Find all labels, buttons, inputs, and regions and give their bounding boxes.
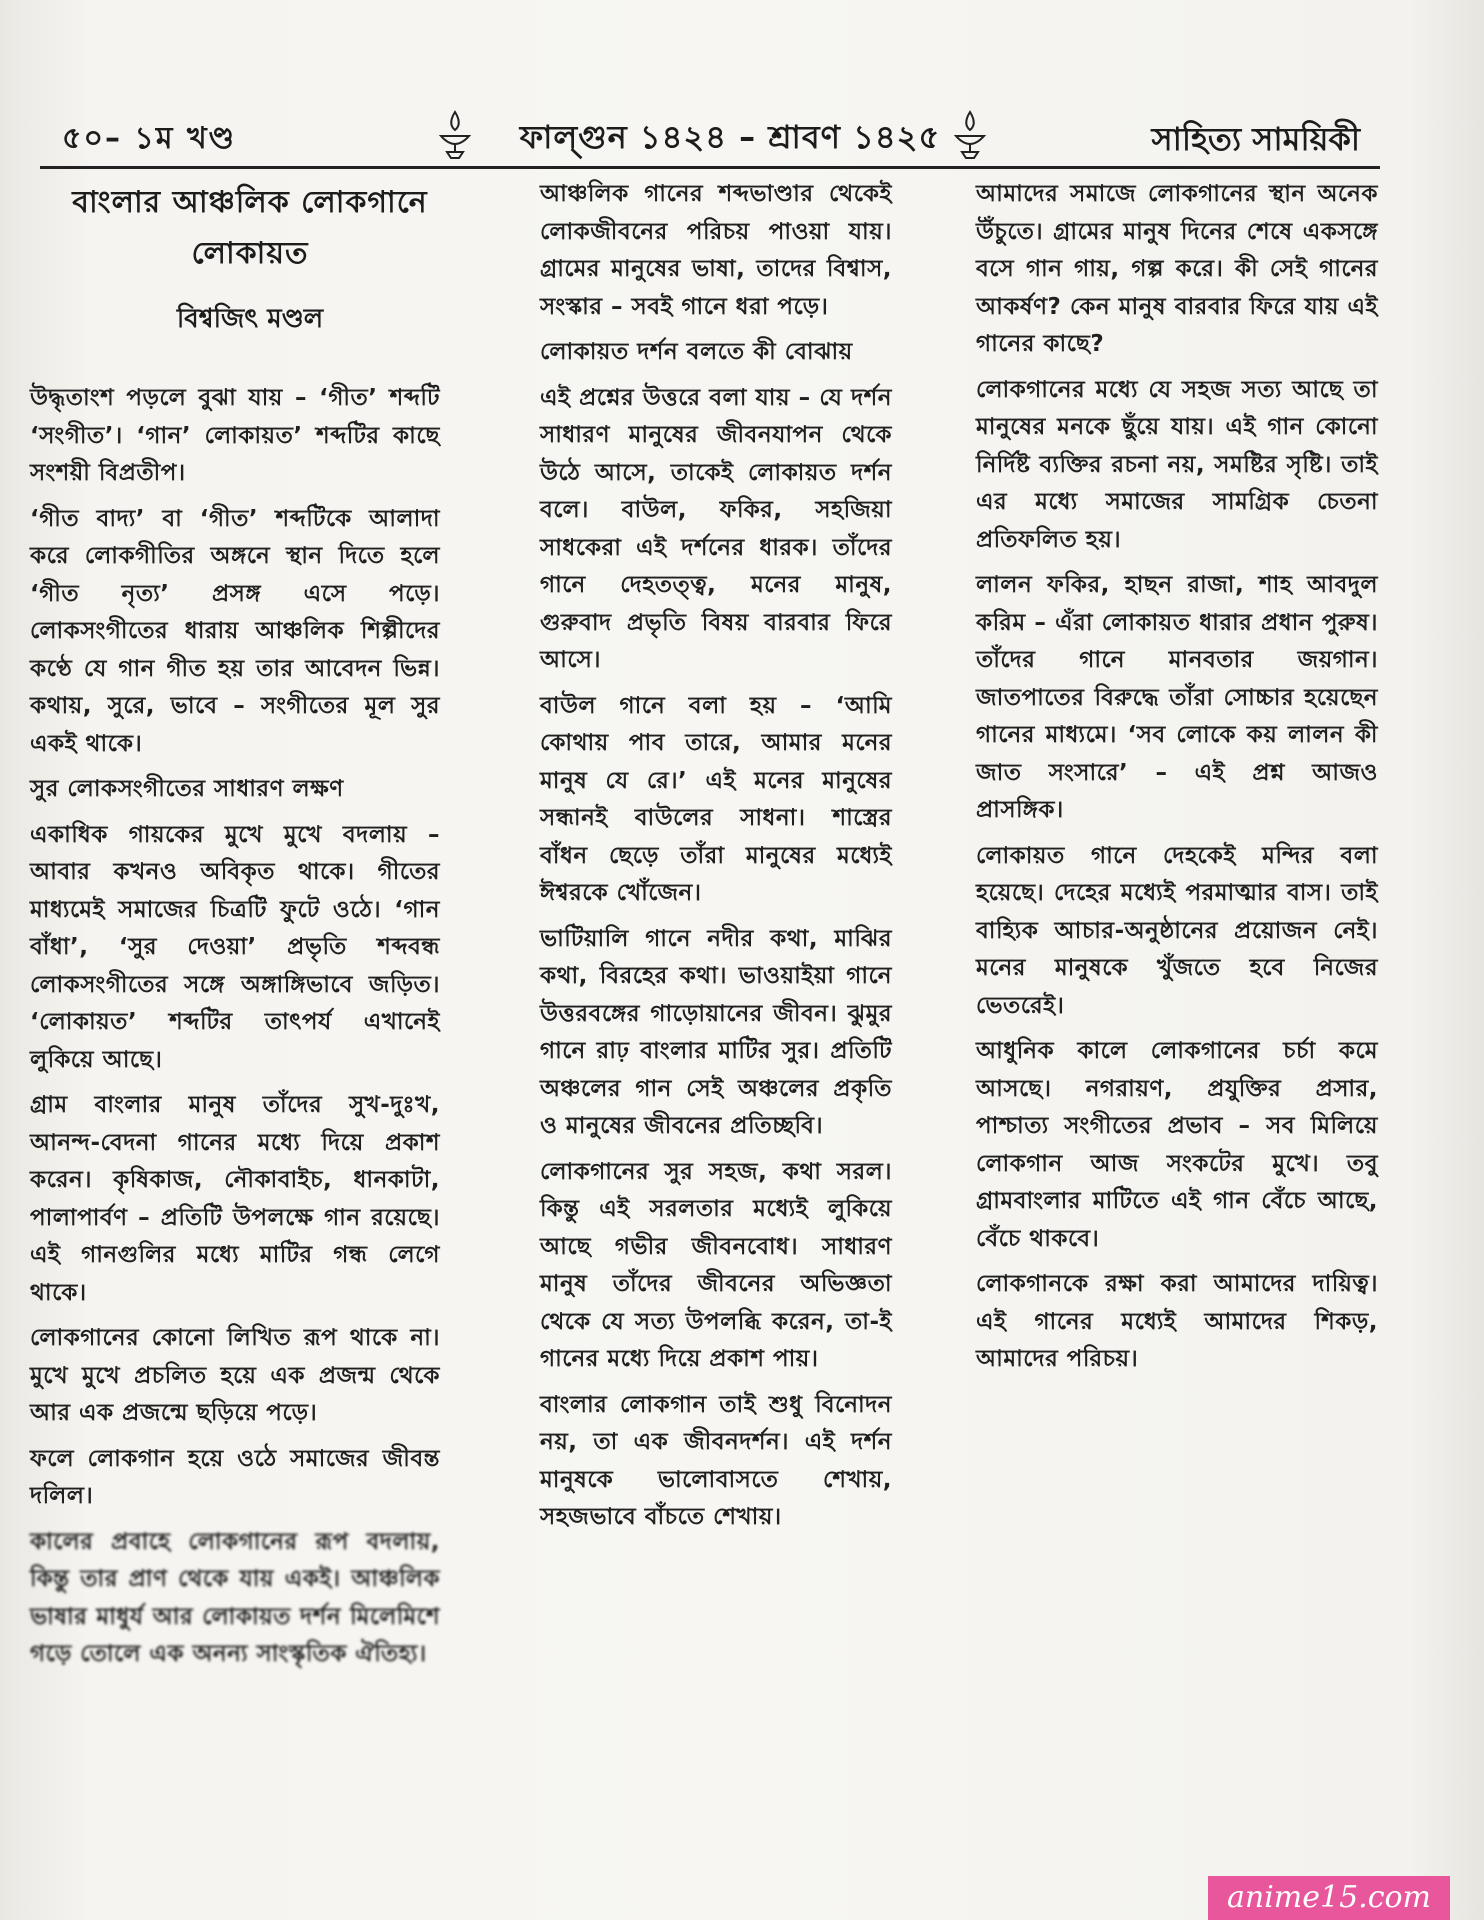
paragraph: লালন ফকির, হাছন রাজা, শাহ আবদুল করিম – এঁরা লোকায়ত ধারার প্রধান পুরুষ। তাঁদের গানে মানবতার জয়গান। জাতপাতের বিরুদ্ধে তাঁরা সোচ্চার হয়েছেন গানের মাধ্যমে। ‘সব লোকে কয় লালন কী জাত সংসারে’ – এই প্রশ্ন আজও প্রাসঙ্গিক। bbox=[976, 572, 1387, 823]
paragraph: গ্রাম বাংলার মানুষ তাঁদের সুখ-দুঃখ, আনন্দ-বেদনা গানের মধ্যে দিয়ে প্রকাশ করেন। কৃষিকাজ, নৌকাবাইচ, ধানকাটা, পালাপার্বণ – প্রতিটি উপলক্ষে গান রয়েছে। এই গানগুলির মধ্যে মাটির গন্ধ লেগে থাকে। bbox=[30, 1092, 449, 1306]
text-column-left bbox=[30, 380, 449, 1682]
paragraph: লোকগানের কোনো লিখিত রূপ থাকে না। মুখে মুখে প্রচলিত হয়ে এক প্রজন্ম থেকে আর এক প্রজন্মে ছড়িয়ে পড়ে। bbox=[30, 1325, 449, 1426]
paragraph: সুর লোকসংগীতের সাধারণ লক্ষণ bbox=[30, 776, 344, 802]
running-header bbox=[40, 108, 1380, 169]
header-page-number: ৫০– ১ম খণ্ড bbox=[62, 121, 237, 156]
paragraph: উদ্ধৃতাংশ পড়লে বুঝা যায় – ‘গীত’ শব্দটি ‘সংগীত’। ‘গান’ লোকায়ত’ শব্দটির কাছে সংশয়ী বিপ্রতীপ। bbox=[30, 385, 449, 486]
header-publication-name: সাহিত্য সাময়িকী bbox=[1151, 120, 1360, 158]
paragraph: কালের প্রবাহে লোকগানের রূপ বদলায়, কিন্তু তার প্রাণ থেকে যায় একই। আঞ্চলিক ভাষার মাধুর্য আর লোকায়ত দর্শন মিলেমিশে গড়ে তোলে এক অনন্য সাংস্কৃতিক ঐতিহ্য। bbox=[30, 1528, 449, 1667]
paragraph: লোকগানের সুর সহজ, কথা সরল। কিন্তু এই সরলতার মধ্যেই লুকিয়ে আছে গভীর জীবনবোধ। সাধারণ মানুষ তাঁদের জীবনের অভিজ্ঞতা থেকে যে সত্য উপলব্ধি করেন, তা-ই গানের মধ্যে দিয়ে প্রকাশ পায়। bbox=[540, 1158, 901, 1372]
paragraph: ভাটিয়ালি গানে নদীর কথা, মাঝির কথা, বিরহের কথা। ভাওয়াইয়া গানে উত্তরবঙ্গের গাড়োয়ানের জীবন। ঝুমুর গানে রাঢ় বাংলার মাটির সুর। প্রতিটি অঞ্চলের গান সেই অঞ্চলের প্রকৃতি ও মানুষের জীবনের প্রতিচ্ছবি। bbox=[540, 925, 901, 1139]
paragraph: একাধিক গায়কের মুখে মুখে বদলায় – আবার কখনও অবিকৃত থাকে। গীতের মাধ্যমেই সমাজের চিত্রটি ফুটে ওঠে। ‘গান বাঁধা’, ‘সুর দেওয়া’ প্রভৃতি শব্দবন্ধ লোকসংগীতের সঙ্গে অঙ্গাঙ্গিভাবে জড়িত। ‘লোকায়ত’ শব্দটির তাৎপর্য এখানেই লুকিয়ে আছে। bbox=[30, 821, 449, 1073]
paragraph: আঞ্চলিক গানের শব্দভাণ্ডার থেকেই লোকজীবনের পরিচয় পাওয়া যায়। গ্রামের মানুষের ভাষা, তাদের বিশ্বাস, সংস্কার – সবই গানে ধরা পড়ে। bbox=[540, 181, 901, 320]
paragraph: লোকগানের মধ্যে যে সহজ সত্য আছে তা মানুষের মনকে ছুঁয়ে যায়। এই গান কোনো নির্দিষ্ট ব্যক্তির রচনা নয়, সমষ্টির সৃষ্টি। তাই এর মধ্যে সমাজের সামগ্রিক চেতনা প্রতিফলিত হয়। bbox=[976, 376, 1387, 553]
paragraph: ‘গীত বাদ্য’ বা ‘গীত’ শব্দটিকে আলাদা করে লোকগীতির অঙ্গনে স্থান দিতে হলে ‘গীত নৃত্য’ প্রসঙ্গ এসে পড়ে। লোকসংগীতের ধারায় আঞ্চলিক শিল্পীদের কণ্ঠে যে গান গীত হয় তার আবেদন ভিন্ন। কথায়, সুরে, ভাবে – সংগীতের মূল সুর একই থাকে। bbox=[30, 505, 449, 757]
paragraph: লোকগানকে রক্ষা করা আমাদের দায়িত্ব। এই গানের মধ্যেই আমাদের শিকড়, আমাদের পরিচয়। bbox=[976, 1271, 1387, 1372]
site-watermark: anime15.com bbox=[1208, 1876, 1450, 1920]
paragraph: লোকায়ত দর্শন বলতে কী বোঝায় bbox=[540, 339, 853, 365]
paragraph: আধুনিক কালে লোকগানের চর্চা কমে আসছে। নগরায়ণ, প্রযুক্তির প্রসার, পাশ্চাত্য সংগীতের প্রভাব – সব মিলিয়ে লোকগান আজ সংকটের মুখে। তবু গ্রামবাংলার মাটিতে এই গান বেঁচে আছে, বেঁচে থাকবে। bbox=[976, 1038, 1387, 1252]
paragraph: আমাদের সমাজে লোকগানের স্থান অনেক উঁচুতে। গ্রামের মানুষ দিনের শেষে একসঙ্গে বসে গান গায়, গল্প করে। কী সেই গানের আকর্ষণ? কেন মানুষ বারবার ফিরে যায় এই গানের কাছে? bbox=[976, 181, 1387, 357]
text-column-right bbox=[976, 176, 1387, 1387]
paragraph: বাউল গানে বলা হয় – ‘আমি কোথায় পাব তারে, আমার মনের মানুষ যে রে।’ এই মনের মানুষের সন্ধানই বাউলের সাধনা। শাস্ত্রের বাঁধন ছেড়ে তাঁরা মানুষের মধ্যেই ঈশ্বরকে খোঁজেন। bbox=[540, 692, 901, 906]
text-column-middle bbox=[540, 176, 901, 1545]
article-author: বিশ্বজিৎ মণ্ডল bbox=[176, 304, 324, 334]
paragraph: এই প্রশ্নের উত্তরে বলা যায় – যে দর্শন সাধারণ মানুষের জীবনযাপন থেকে উঠে আসে, তাকেই লোকায়ত দর্শন বলে। বাউল, ফকির, সহজিয়া সাধকেরা এই দর্শনের ধারক। তাঁদের গানে দেহতত্ত্ব, মনের মানুষ, গুরুবাদ প্রভৃতি বিষয় বারবার ফিরে আসে। bbox=[540, 384, 901, 673]
paragraph: লোকায়ত গানে দেহকেই মন্দির বলা হয়েছে। দেহের মধ্যেই পরমাত্মার বাস। তাই বাহ্যিক আচার-অনুষ্ঠানের প্রয়োজন নেই। মনের মানুষকে খুঁজতে হবে নিজের ভেতরেই। bbox=[976, 842, 1387, 1019]
article-title: বাংলার আঞ্চলিক লোকগানে লোকায়ত bbox=[72, 185, 428, 271]
header-issue-title: ফাল্গুন ১৪২৪ – শ্রাবণ ১৪২৫ bbox=[519, 118, 941, 156]
oil-lamp-icon bbox=[950, 108, 990, 160]
paragraph: ফলে লোকগান হয়ে ওঠে সমাজের জীবন্ত দলিল। bbox=[30, 1445, 449, 1509]
article-heading bbox=[40, 178, 460, 342]
paragraph: বাংলার লোকগান তাই শুধু বিনোদন নয়, তা এক জীবনদর্শন। এই দর্শন মানুষকে ভালোবাসতে শেখায়, সহজভাবে বাঁচতে শেখায়। bbox=[540, 1391, 901, 1530]
